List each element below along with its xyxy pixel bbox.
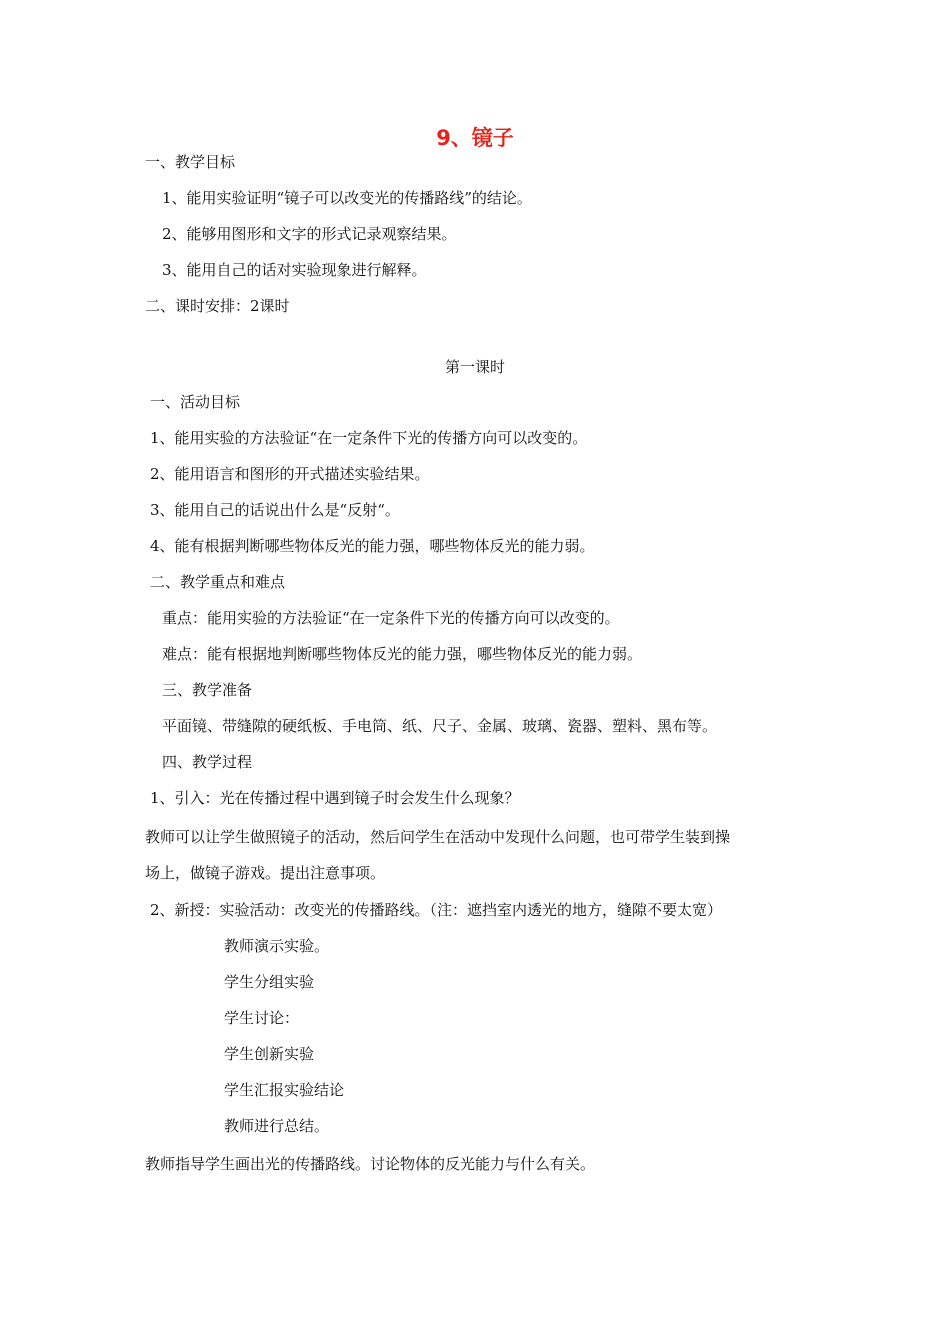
activity-goal-4: 4、能有根据判断哪些物体反光的能力强，哪些物体反光的能力弱。: [150, 537, 595, 555]
new-lesson-step: 2、新授：实验活动：改变光的传播路线。（注：遮挡室内透光的地方，缝隙不要太宽）: [150, 901, 723, 919]
process-step-4: 学生创新实验: [224, 1045, 315, 1063]
section-heading-activity-goals: 一、活动目标: [150, 393, 241, 411]
process-step-6: 教师进行总结。: [224, 1117, 330, 1135]
closing-note: 教师指导学生画出光的传播路线。讨论物体的反光能力与什么有关。: [145, 1155, 596, 1173]
teaching-goal-3: 3、能用自己的话对实验现象进行解释。: [162, 261, 427, 279]
preparation-items: 平面镜、带缝隙的硬纸板、手电筒、纸、尺子、金属、玻璃、瓷器、塑料、黑布等。: [162, 717, 718, 735]
intro-detail-line-2: 场上，做镜子游戏。提出注意事项。: [145, 864, 386, 882]
activity-goal-1: 1、能用实验的方法验证“在一定条件下光的传播方向可以改变的。: [150, 429, 588, 447]
process-step-2: 学生分组实验: [224, 973, 315, 991]
activity-goal-2: 2、能用语言和图形的开式描述实验结果。: [150, 465, 430, 483]
teaching-goal-1: 1、能用实验证明“镜子可以改变光的传播路线”的结论。: [162, 189, 532, 207]
intro-step: 1、引入：光在传播过程中遇到镜子时会发生什么现象？: [150, 789, 520, 807]
section-heading-preparation: 三、教学准备: [162, 681, 253, 699]
teaching-goal-2: 2、能够用图形和文字的形式记录观察结果。: [162, 225, 457, 243]
section-heading-teaching-goals: 一、教学目标: [145, 153, 236, 171]
document-title: 9、镜子: [436, 126, 514, 150]
key-point: 重点：能用实验的方法验证“在一定条件下光的传播方向可以改变的。: [162, 609, 620, 627]
activity-goal-3: 3、能用自己的话说出什么是“反射“。: [150, 501, 400, 519]
intro-detail-line-1: 教师可以让学生做照镜子的活动，然后问学生在活动中发现什么问题，也可带学生装到操: [145, 828, 731, 846]
section-heading-key-points: 二、教学重点和难点: [150, 573, 286, 591]
process-step-5: 学生汇报实验结论: [224, 1081, 345, 1099]
lesson-heading: 第一课时: [444, 358, 505, 376]
process-step-3: 学生讨论：: [224, 1009, 300, 1027]
difficulty-point: 难点：能有根据地判断哪些物体反光的能力强，哪些物体反光的能力弱。: [162, 645, 643, 663]
section-heading-schedule: 二、课时安排：2课时: [145, 297, 290, 315]
process-step-1: 教师演示实验。: [224, 937, 330, 955]
section-heading-process: 四、教学过程: [162, 753, 253, 771]
